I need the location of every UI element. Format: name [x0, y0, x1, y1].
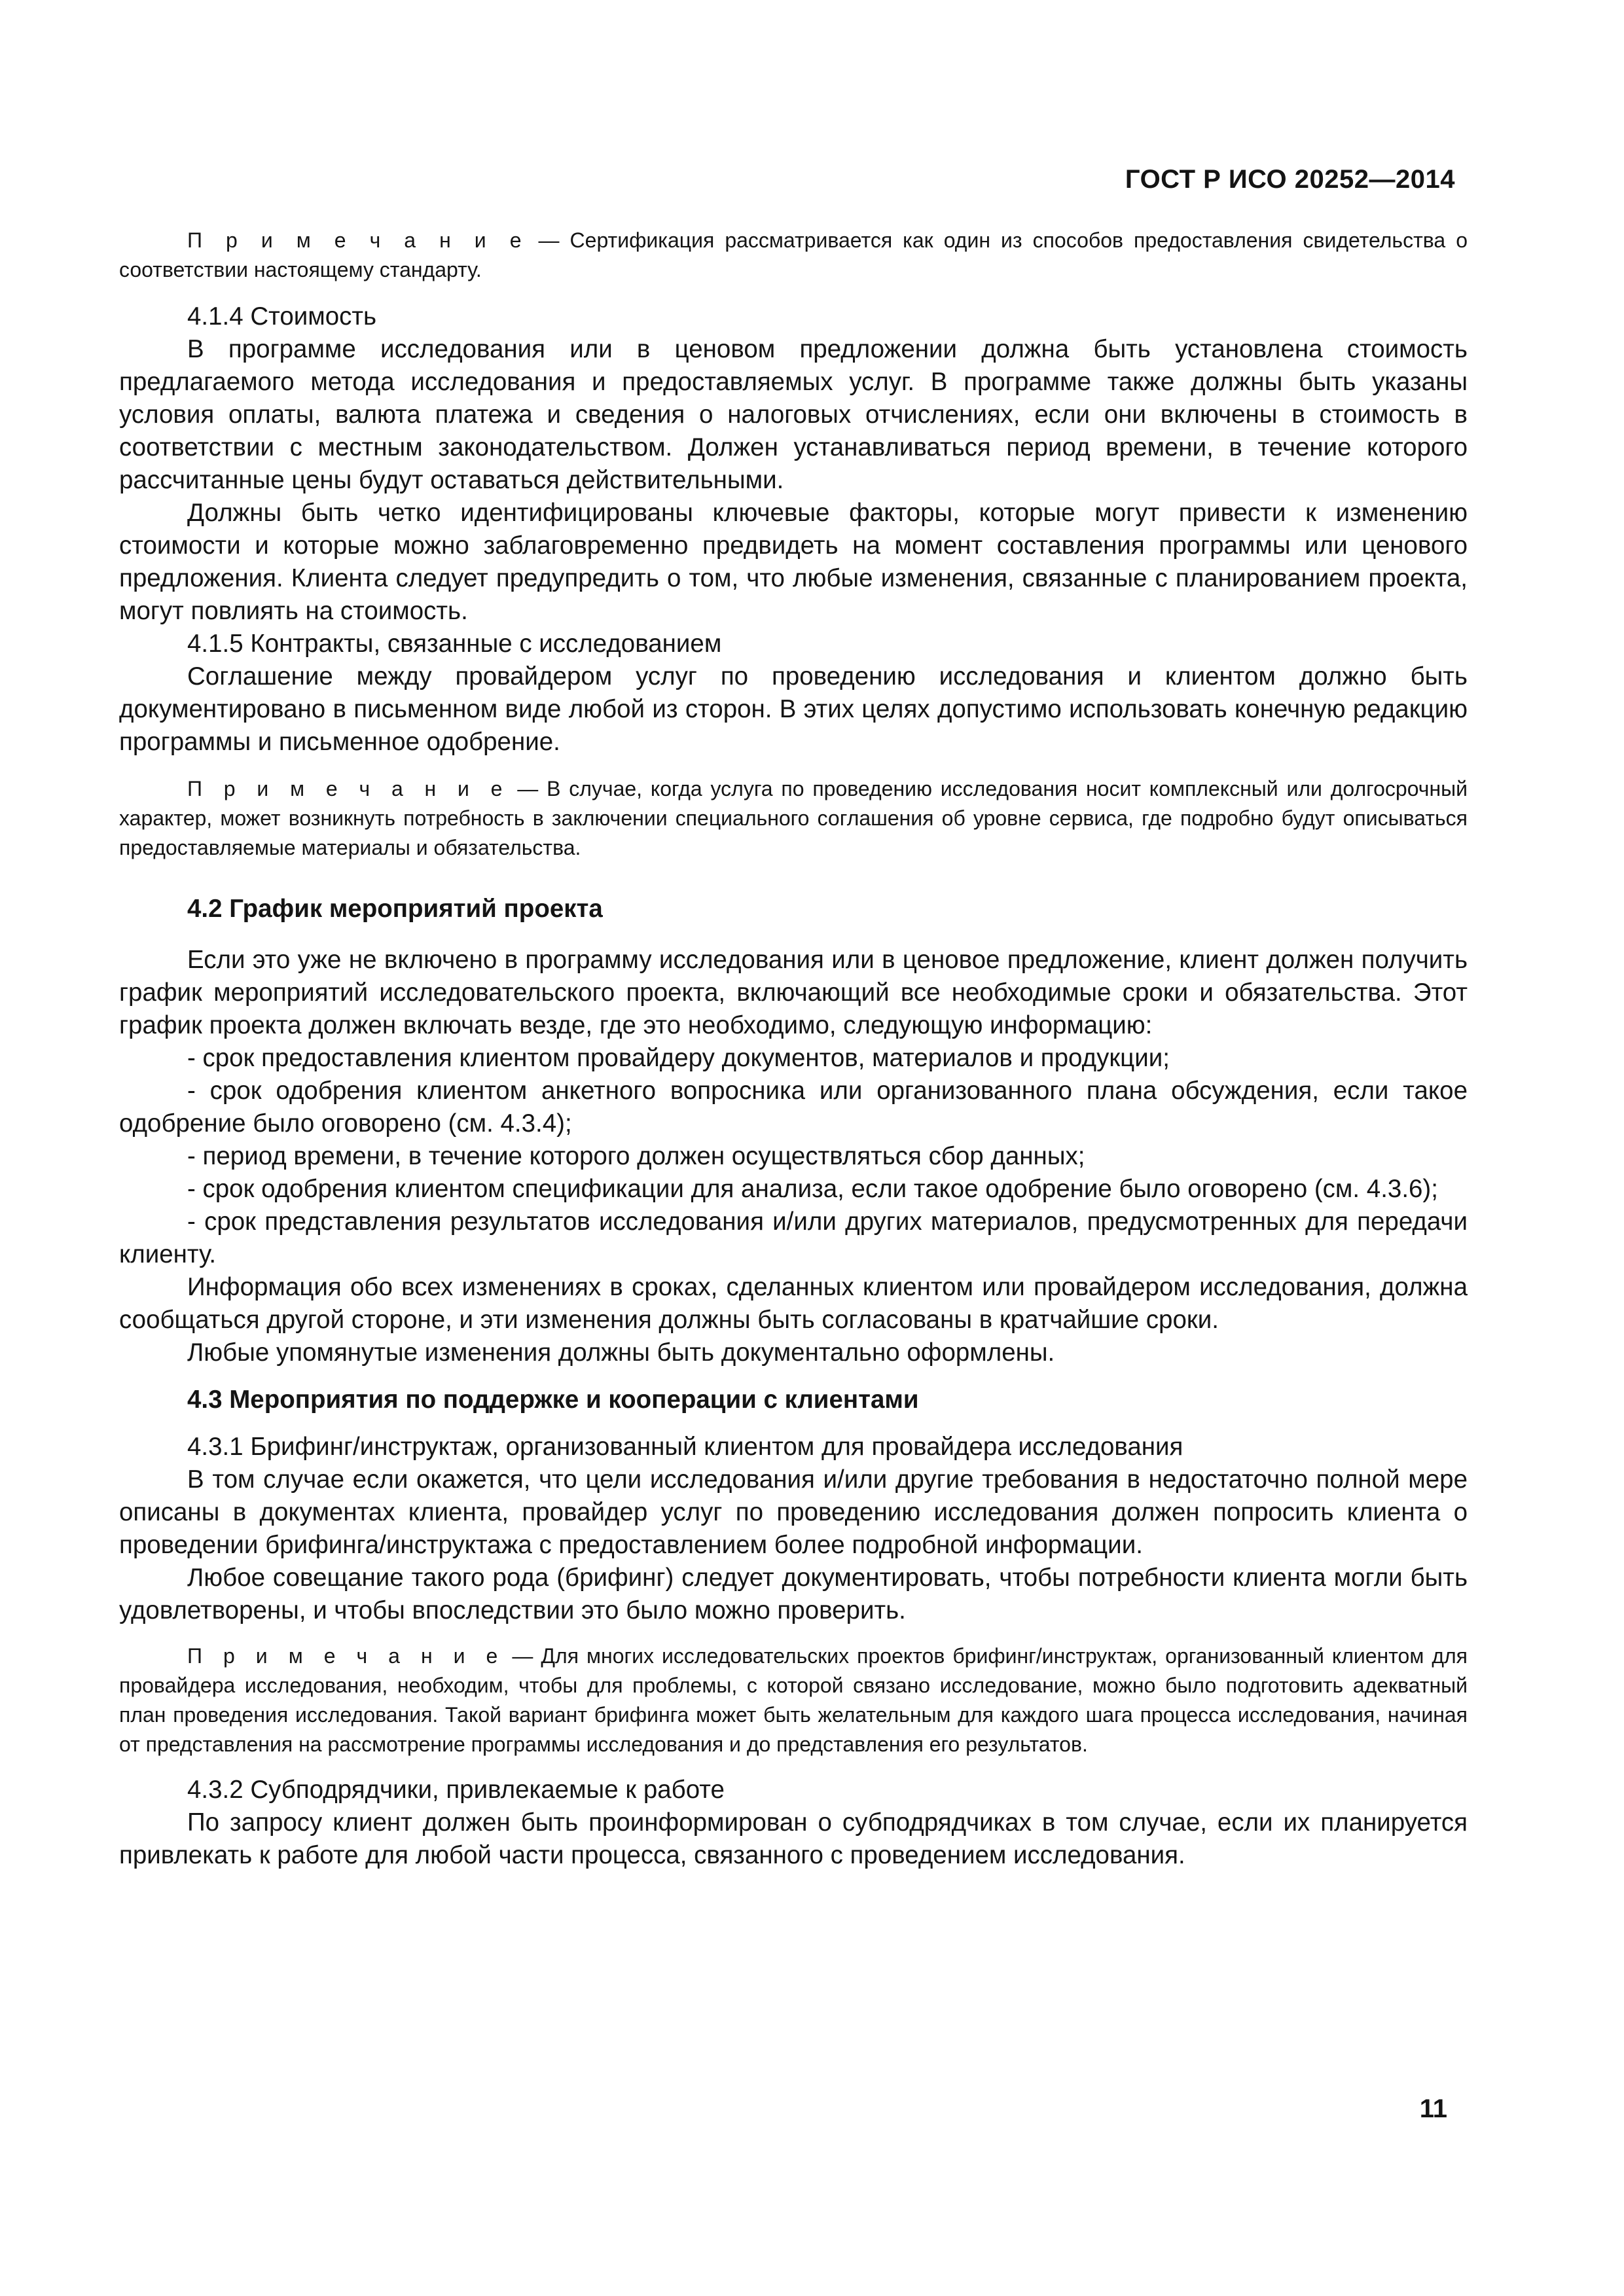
page-number: 11 — [1419, 2094, 1447, 2123]
subsection-title-4-1-4: 4.1.4 Стоимость — [187, 302, 377, 331]
subsection-title-4-3-2: 4.3.2 Субподрядчики, привлекаемые к работе — [187, 1776, 725, 1804]
section-heading-4-2: 4.2 График мероприятий проекта — [187, 895, 603, 923]
note-label: П р и м е ч а н и е — [187, 777, 509, 800]
paragraph: По запросу клиент должен быть проинформирован о субподрядчиках в том случае, если их планируется привлекать к работе для любой части процесса, связанного с проведением исследования. — [119, 1808, 1468, 1869]
note-text: — В случае, когда услуга по проведению исследования носит комплексный или долгосрочный характер, может возникнуть потребность в заключении специального соглашения об уровне сервиса, где подробно будут описываться предоставляемые материалы и обязательства. — [119, 777, 1468, 859]
note-certification — [119, 226, 1468, 285]
list-item: - срок предоставления клиентом провайдеру документов, материалов и продукции; — [187, 1044, 1170, 1072]
list-item: - срок одобрения клиентом спецификации для анализа, если такое одобрение было оговорено (см. 4.3.6); — [187, 1175, 1438, 1203]
list-item: - срок одобрения клиентом анкетного вопросника или организованного плана обсуждения, если такое одобрение было оговорено (см. 4.3.4); — [119, 1077, 1468, 1138]
paragraph: В том случае если окажется, что цели исследования и/или другие требования в недостаточно полной мере описаны в документах клиента, провайдер услуг по проведению исследования должен попросить клиента о проведении брифинга/инструктажа с предоставлением более подробной информации. — [119, 1465, 1468, 1559]
paragraph: Любые упомянутые изменения должны быть документально оформлены. — [187, 1338, 1055, 1367]
paragraph: Соглашение между провайдером услуг по проведению исследования и клиентом должно быть документировано в письменном виде любой из сторон. В этих целях допустимо использовать конечную редакцию программы и письменное одобрение. — [119, 662, 1468, 756]
subsection-title-4-3-1: 4.3.1 Брифинг/инструктаж, организованный клиентом для провайдера исследования — [187, 1433, 1183, 1461]
paragraph: Любое совещание такого рода (брифинг) следует документировать, чтобы потребности клиента могли быть удовлетворены, и чтобы впоследствии это было можно проверить. — [119, 1564, 1468, 1624]
paragraph: В программе исследования или в ценовом предложении должна быть установлена стоимость предлагаемого метода исследования и предоставляемых услуг. В программе также должны быть указаны условия оплаты, валюта платежа и сведения о налоговых отчислениях, если они включены в стоимость в соответствии с местным законодательством. Должен устанавливаться период времени, в течение которого рассчитанные цены будут оставаться действительными. — [119, 335, 1468, 494]
note-service-agreement — [119, 774, 1468, 863]
note-label: П р и м е ч а н и е — [187, 228, 528, 252]
paragraph: Если это уже не включено в программу исследования или в ценовое предложение, клиент должен получить график мероприятий исследовательского проекта, включающий все необходимые сроки и обязательства. Этот график проекта должен включать везде, где это необходимо, следующую информацию: — [119, 946, 1468, 1039]
paragraph: Информация обо всех изменениях в сроках, сделанных клиентом или провайдером исследования, должна сообщаться другой стороне, и эти изменения должны быть согласованы в кратчайшие сроки. — [119, 1273, 1468, 1334]
document-code-header: ГОСТ Р ИСО 20252—2014 — [1125, 165, 1455, 194]
note-text: — Для многих исследовательских проектов брифинг/инструктаж, организованный клиентом для провайдера исследования, необходим, чтобы для проблемы, с которой связано исследование, можно было подготовить адекватный план проведения исследования. Такой вариант брифинга может быть желательным для каждого шага процесса исследования, начиная от представления на рассмотрение программы исследования и до представления его результатов. — [119, 1644, 1468, 1756]
list-item: - срок представления результатов исследования и/или других материалов, предусмотренных для передачи клиенту. — [119, 1208, 1468, 1268]
section-heading-4-3: 4.3 Мероприятия по поддержке и кооперации с клиентами — [187, 1386, 919, 1414]
list-item: - период времени, в течение которого должен осуществляться сбор данных; — [187, 1142, 1085, 1170]
subsection-title-4-1-5: 4.1.5 Контракты, связанные с исследованием — [187, 630, 722, 658]
paragraph: Должны быть четко идентифицированы ключевые факторы, которые могут привести к изменению стоимости и которые можно заблаговременно предвидеть на момент составления программы или ценового предложения. Клиента следует предупредить о том, что любые изменения, связанные с планированием проекта, могут повлиять на стоимость. — [119, 499, 1468, 625]
note-text: — Сертификация рассматривается как один из способов предоставления свидетельства о соответствии настоящему стандарту. — [119, 228, 1468, 281]
note-briefing — [119, 1641, 1468, 1759]
page-content — [119, 226, 1468, 1872]
note-label: П р и м е ч а н и е — [187, 1644, 505, 1668]
